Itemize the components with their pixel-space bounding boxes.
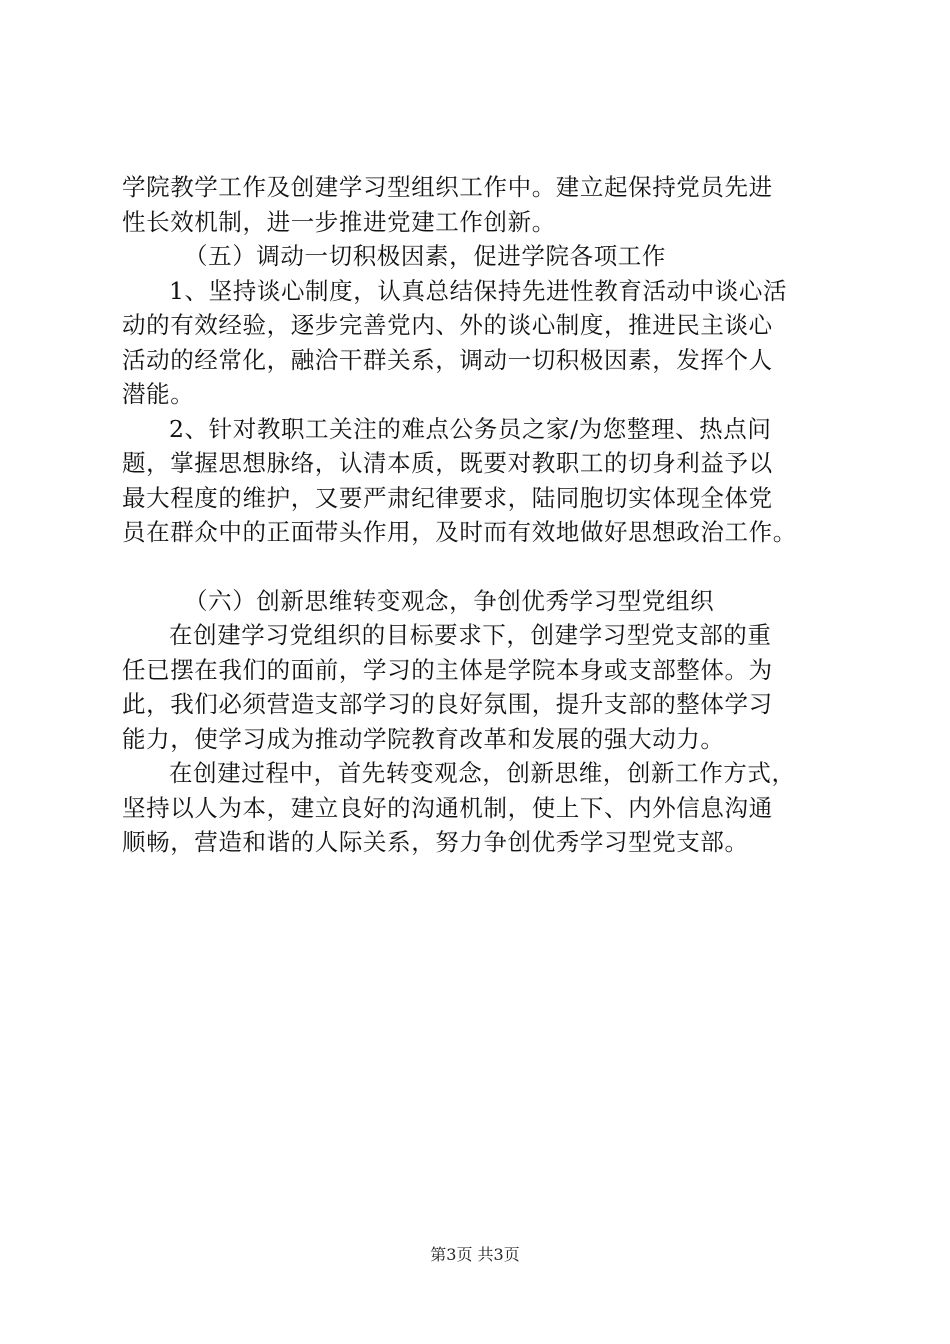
- paragraph-line: 潜能。: [122, 380, 195, 408]
- page-number-footer: 第3页 共3页: [430, 1245, 520, 1264]
- paragraph-line: 最大程度的维护，又要严肃纪律要求，陆同胞切实体现全体党: [122, 483, 773, 512]
- section-heading-six: （六）创新思维转变观念，争创优秀学习型党组织: [184, 586, 715, 615]
- paragraph-line: 题，掌握思想脉络，认清本质，既要对教职工的切身利益予以: [122, 449, 773, 477]
- paragraph-line: 坚持以人为本，建立良好的沟通机制，使上下、内外信息沟通: [122, 793, 773, 822]
- paragraph-line: 学院教学工作及创建学习型组织工作中。建立起保持党员先进: [122, 173, 773, 201]
- paragraph-line: 1、坚持谈心制度，认真总结保持先进性教育活动中谈心活: [169, 276, 788, 305]
- paragraph-line: 能力，使学习成为推动学院教育改革和发展的强大动力。: [122, 724, 725, 753]
- section-heading-five: （五）调动一切积极因素，促进学院各项工作: [184, 242, 666, 270]
- paragraph-gap: [122, 550, 842, 584]
- paragraph-line: 员在群众中的正面带头作用，及时而有效地做好思想政治工作。: [122, 518, 797, 546]
- paragraph-line: 顺畅，营造和谐的人际关系，努力争创优秀学习型党支部。: [122, 828, 749, 856]
- paragraph-line: 此，我们必须营造支部学习的良好氛围，提升支部的整体学习: [122, 690, 773, 718]
- paragraph-line: 活动的经常化，融洽干群关系，调动一切积极因素，发挥个人: [122, 345, 773, 374]
- paragraph-line: 动的有效经验，逐步完善党内、外的谈心制度，推进民主谈心: [122, 311, 773, 339]
- paragraph-line: 在创建过程中，首先转变观念，创新思维，创新工作方式，: [169, 759, 796, 787]
- paragraph-line: 2、针对教职工关注的难点公务员之家/为您整理、热点问: [169, 414, 772, 443]
- paragraph-line: 性长效机制，进一步推进党建工作创新。: [122, 207, 556, 236]
- paragraph-line: 在创建学习党组织的目标要求下，创建学习型党支部的重: [169, 621, 772, 649]
- document-body: [122, 170, 842, 860]
- paragraph-line: 任已摆在我们的面前，学习的主体是学院本身或支部整体。为: [122, 655, 773, 684]
